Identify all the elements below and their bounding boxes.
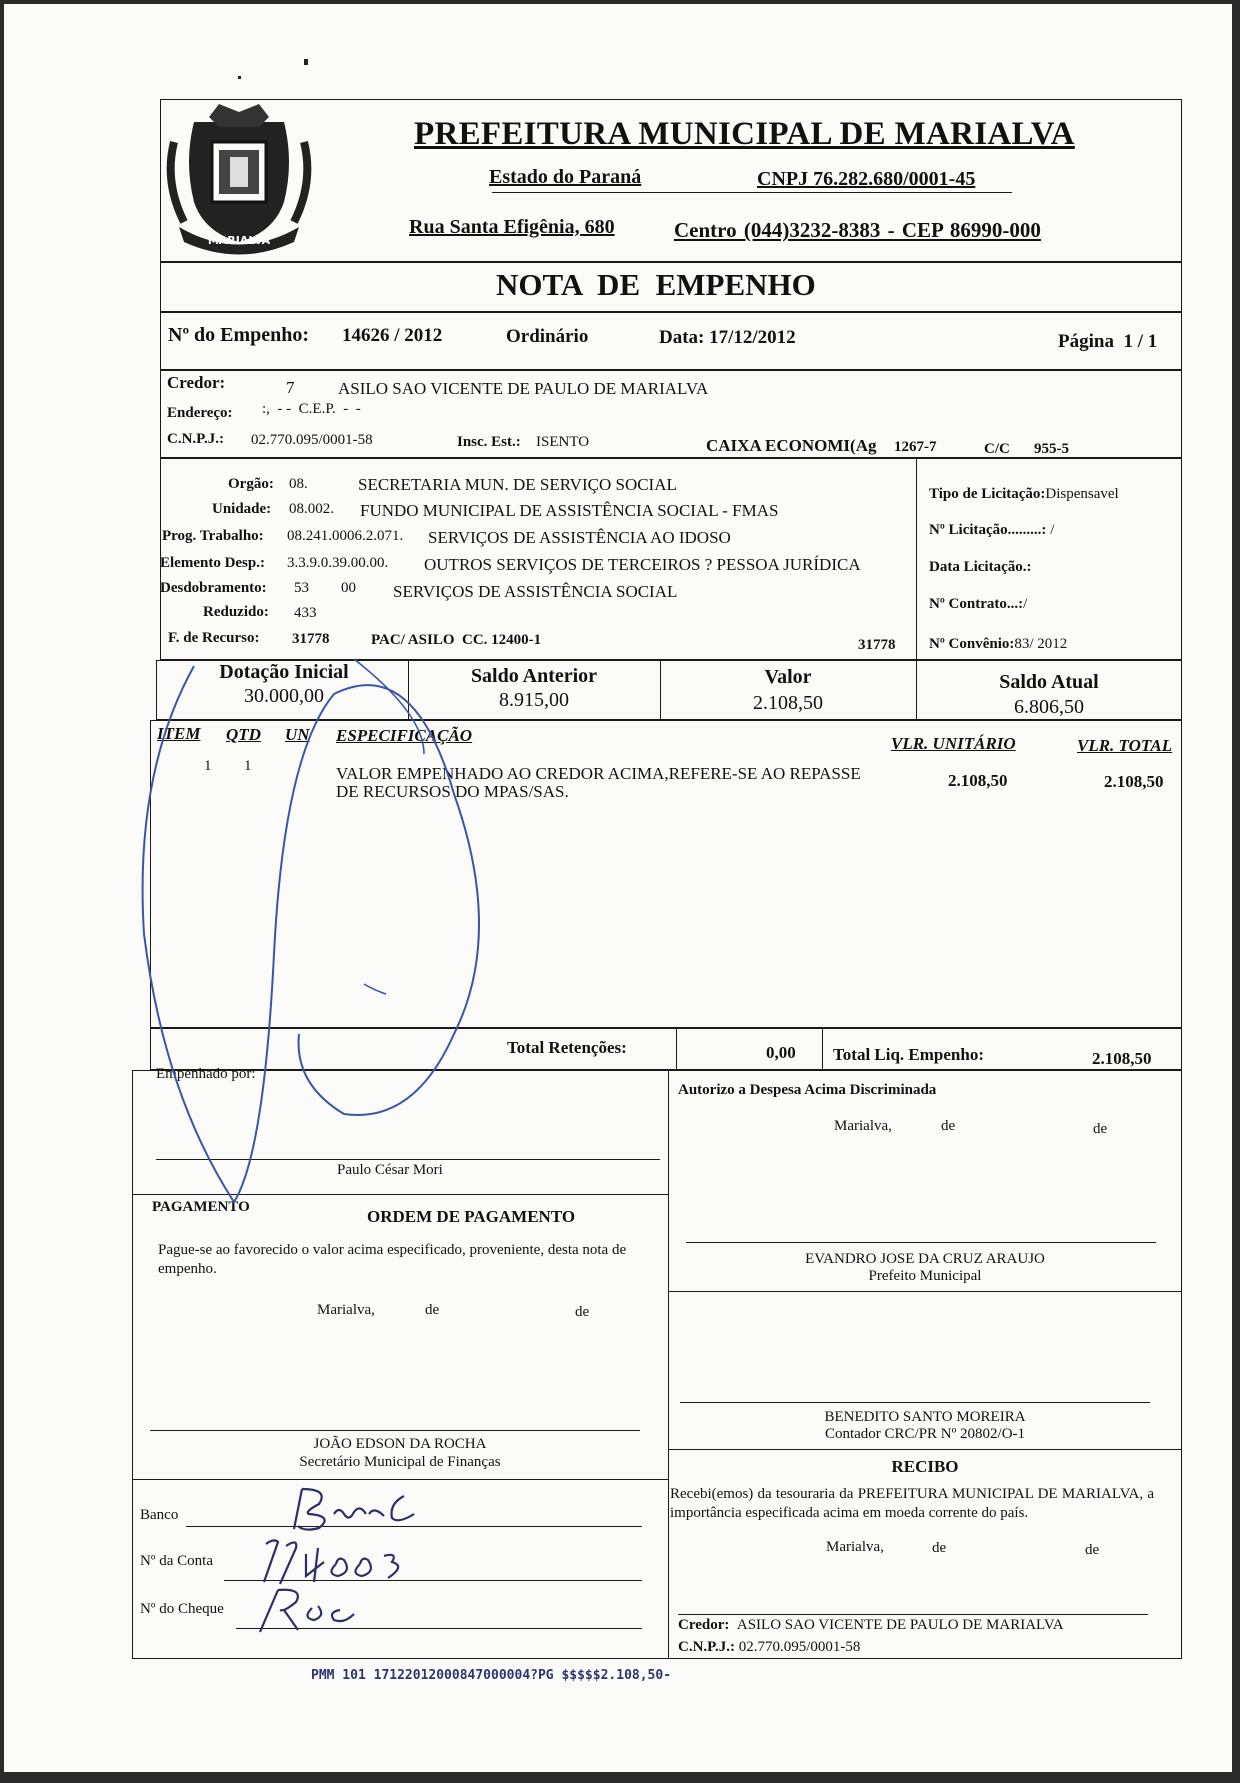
unidade-code: 08.002.: [289, 501, 334, 517]
col-spec-header: ESPECIFICAÇÃO: [336, 726, 473, 745]
handwritten-cheque: [254, 1586, 374, 1636]
conta-label: Nº da Conta: [140, 1553, 213, 1569]
prog-label: Prog. Trabalho:: [162, 528, 264, 544]
empenho-number: 14626 / 2012: [342, 325, 443, 346]
banco-label: Banco: [140, 1507, 179, 1523]
valor-label: Valor: [764, 666, 812, 688]
recibo-cnpj: [678, 1639, 860, 1656]
reduzido-label: Reduzido:: [203, 604, 269, 620]
orgao-label: Orgão:: [228, 476, 274, 492]
autorizo-title: Autorizo a Despesa Acima Discriminada: [678, 1082, 937, 1098]
recibo-de1: de: [932, 1540, 947, 1556]
credor-cnpj-label: C.N.P.J.:: [167, 431, 224, 447]
recibo-cnpj-value: 02.770.095/0001-58: [738, 1639, 861, 1655]
cc-label: C/C: [984, 441, 1010, 457]
desd-sub: 00: [341, 580, 356, 596]
recibo-credor-value: ASILO SAO VICENTE DE PAULO DE MARIALVA: [736, 1617, 1064, 1633]
autorizo-name: EVANDRO JOSE DA CRUZ ARAUJO: [805, 1251, 1045, 1267]
lower-divider: [668, 1070, 669, 1659]
licitacao-tipo-label: Tipo de Licitação:: [929, 486, 1046, 502]
licitacao-num-label: Nº Licitação.........:: [929, 522, 1047, 538]
cc-value: 955-5: [1034, 441, 1069, 457]
item-qtd: 1: [244, 758, 252, 774]
bank-name: CAIXA ECONOMI(Ag: [706, 436, 877, 455]
autorizo-de1: de: [941, 1118, 956, 1134]
coat-of-arms-seal: [164, 102, 314, 257]
recurso-desc: PAC/ ASILO CC. 12400-1: [371, 632, 542, 648]
scan-speck-2: [238, 76, 241, 79]
licitacao-tipo: [929, 486, 1119, 503]
liq-value: 2.108,50: [1092, 1049, 1152, 1068]
pagamento-text: Pague-se ao favorecido o valor acima especificado, proveniente, desta nota de empenho.: [158, 1242, 627, 1277]
contador-sign-line: [680, 1402, 1150, 1403]
scan-speck: [304, 59, 308, 65]
pagamento-sign-line: [150, 1430, 640, 1431]
recibo-de2: de: [1085, 1542, 1100, 1558]
recibo-text: Recebi(emos) da tesouraria da PREFEITURA MUNICIPAL DE MARIALVA, a importância especificada acima em moeda corrente do país.: [670, 1486, 1154, 1521]
footer-code: PMM 101 17122012000847000004?PG $$$$$2.108,50-: [311, 1668, 672, 1683]
unidade-desc: FUNDO MUNICIPAL DE ASSISTÊNCIA SOCIAL - FMAS: [360, 501, 779, 520]
header-address: Centro (044)3232-8383 - CEP 86990-000: [674, 218, 1041, 242]
totals-divider-2: [822, 1028, 823, 1070]
retencoes-value: 0,00: [766, 1043, 796, 1062]
item-total-value: 2.108,50: [1104, 772, 1164, 791]
convenio-value: 83/ 2012: [1014, 636, 1068, 652]
licitacao-convenio: [929, 636, 1067, 653]
col-unit-header: VLR. UNITÁRIO: [891, 734, 1016, 753]
header-state: Estado do Paraná: [489, 166, 642, 188]
credor-name: ASILO SAO VICENTE DE PAULO DE MARIALVA: [338, 379, 709, 398]
prog-desc: SERVIÇOS DE ASSISTÊNCIA AO IDOSO: [428, 528, 731, 547]
saldo-atual-label: Saldo Atual: [999, 671, 1099, 693]
licitacao-num: [929, 522, 1054, 539]
desd-code: 53: [294, 580, 309, 596]
liq-label: Total Liq. Empenho:: [833, 1045, 984, 1064]
dotacao-label: Dotação Inicial: [219, 661, 349, 683]
header-title: PREFEITURA MUNICIPAL DE MARIALVA: [414, 116, 1075, 152]
empenho-label: Nº do Empenho:: [168, 324, 310, 346]
cheque-label: Nº do Cheque: [140, 1601, 224, 1617]
doc-title: NOTA DE EMPENHO: [496, 267, 816, 302]
autorizo-place: Marialva,: [834, 1118, 892, 1134]
autorizo-bottom: [668, 1291, 1182, 1292]
retencoes-label: Total Retenções:: [507, 1038, 627, 1057]
contrato-label: Nº Contrato...:: [929, 596, 1024, 612]
contrato-value: /: [1023, 596, 1028, 612]
contador-bottom: [668, 1449, 1182, 1450]
pagamento-role: Secretário Municipal de Finanças: [299, 1454, 501, 1470]
empenho-type: Ordinário: [506, 326, 589, 347]
seal-text: MARIALVA: [207, 234, 271, 247]
contador-name: BENEDITO SANTO MOREIRA: [824, 1409, 1026, 1425]
pagamento-bottom: [132, 1479, 668, 1480]
orgao-desc: SECRETARIA MUN. DE SERVIÇO SOCIAL: [358, 475, 677, 494]
pagamento-title: ORDEM DE PAGAMENTO: [367, 1207, 576, 1226]
pagamento-label: PAGAMENTO: [152, 1199, 250, 1215]
col-item-header: ITEM: [157, 724, 201, 743]
header-cnpj: CNPJ 76.282.680/0001-45: [757, 168, 976, 190]
pagamento-de2: de: [575, 1304, 590, 1320]
unidade-label: Unidade:: [212, 501, 272, 517]
desd-label: Desdobramento:: [160, 580, 267, 596]
saldo-atual-value: 6.806,50: [1014, 696, 1084, 718]
licitacao-data-label: Data Licitação.:: [929, 559, 1032, 575]
licitacao-tipo-value: Dispensavel: [1045, 486, 1119, 502]
empenhado-name: Paulo César Mori: [337, 1162, 443, 1178]
recibo-title: RECIBO: [891, 1457, 959, 1476]
recibo-cnpj-label: C.N.P.J.:: [678, 1639, 735, 1655]
col-un-header: UN: [285, 725, 310, 744]
elem-label: Elemento Desp.:: [160, 555, 265, 571]
insc-value: ISENTO: [536, 434, 590, 450]
saldo-anterior-label: Saldo Anterior: [470, 665, 598, 687]
handwritten-conta: [256, 1534, 426, 1590]
classificacao-divider: [916, 458, 917, 660]
prog-code: 08.241.0006.2.071.: [287, 528, 404, 544]
empenho-page: Página 1 / 1: [1058, 331, 1158, 352]
credor-label: Credor:: [167, 373, 226, 392]
elem-code: 3.3.9.0.39.00.00.: [287, 555, 389, 571]
autorizo-sign-line: [686, 1242, 1156, 1243]
recurso-right: 31778: [858, 637, 896, 653]
autorizo-de2: de: [1093, 1121, 1108, 1137]
header-street: Rua Santa Efigênia, 680: [409, 216, 615, 238]
col-total-header: VLR. TOTAL: [1077, 736, 1173, 755]
licitacao-contrato: [929, 596, 1027, 613]
endereco-value: :, - - C.E.P. - -: [262, 401, 361, 417]
saldo-anterior-value: 8.915,00: [499, 689, 569, 711]
desd-desc: SERVIÇOS DE ASSISTÊNCIA SOCIAL: [393, 582, 678, 601]
pagamento-place: Marialva,: [317, 1302, 375, 1318]
totals-divider-1: [676, 1028, 677, 1070]
document-page: [4, 4, 1232, 1772]
licitacao-num-value: /: [1050, 522, 1055, 538]
recurso-value: 31778: [292, 631, 330, 647]
pagamento-de1: de: [425, 1302, 440, 1318]
credor-cnpj-value: 02.770.095/0001-58: [251, 432, 373, 448]
reduzido-value: 433: [294, 605, 317, 621]
autorizo-role: Prefeito Municipal: [868, 1268, 982, 1284]
credor-code: 7: [286, 378, 295, 397]
recibo-sign-line: [678, 1614, 1148, 1615]
handwritten-banco: [274, 1484, 444, 1534]
header-underline: [492, 192, 1012, 193]
orgao-code: 08.: [289, 476, 308, 492]
signature-overlay: [124, 654, 524, 1214]
item-number: 1: [204, 758, 212, 774]
item-unit-value: 2.108,50: [948, 771, 1008, 790]
recibo-credor: [678, 1617, 1064, 1634]
recibo-place: Marialva,: [826, 1539, 884, 1555]
bank-agency: 1267-7: [894, 439, 937, 455]
pagamento-name: JOÃO EDSON DA ROCHA: [313, 1436, 487, 1452]
empenho-date: Data: 17/12/2012: [659, 327, 796, 348]
elem-desc: OUTROS SERVIÇOS DE TERCEIROS ? PESSOA JURÍDICA: [424, 555, 861, 574]
dotacao-value: 30.000,00: [244, 685, 324, 707]
valor-value: 2.108,50: [753, 692, 823, 714]
recibo-credor-label: Credor:: [678, 1617, 730, 1633]
recurso-label: F. de Recurso:: [168, 630, 260, 646]
convenio-label: Nº Convênio:: [929, 636, 1015, 652]
col-qtd-header: QTD: [226, 725, 261, 744]
item-spec-line2: DE RECURSOS DO MPAS/SAS.: [336, 782, 569, 801]
empenhado-label: Empenhado por:: [156, 1066, 256, 1082]
insc-label: Insc. Est.:: [457, 434, 521, 450]
endereco-label: Endereço:: [167, 405, 233, 421]
contador-role: Contador CRC/PR Nº 20802/O-1: [824, 1426, 1026, 1442]
item-spec-line1: VALOR EMPENHADO AO CREDOR ACIMA,REFERE-SE AO REPASSE: [336, 764, 861, 783]
